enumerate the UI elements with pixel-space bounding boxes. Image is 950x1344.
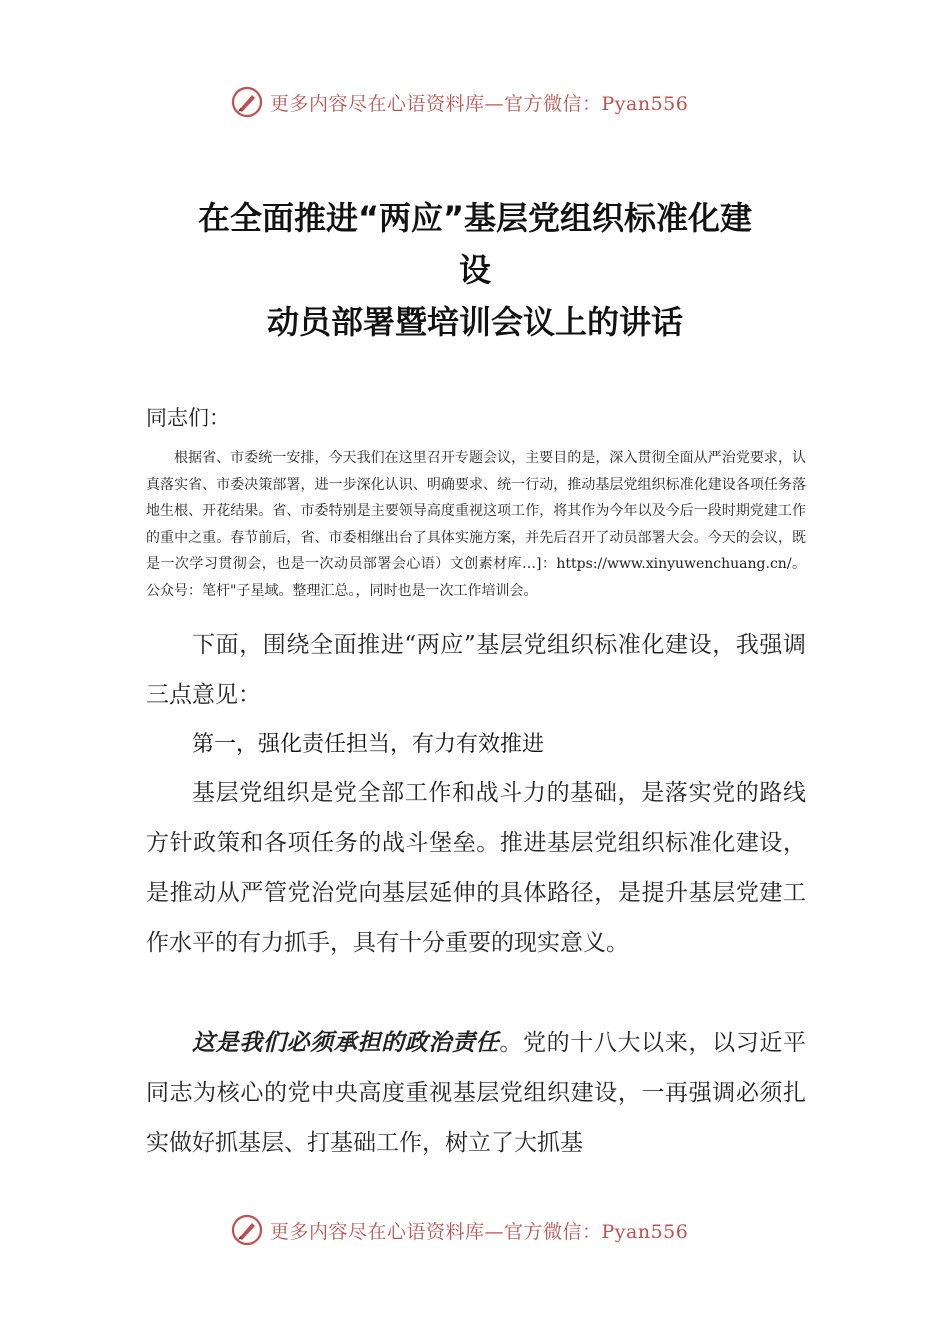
title-line-3: 动员部署暨培训会议上的讲话: [266, 303, 683, 341]
intro-paragraph: 下面，围绕全面推进“两应”基层党组织标准化建设，我强调三点意见：: [146, 632, 806, 708]
pen-circle-icon: [230, 1213, 264, 1247]
section1-paragraph-1: 基层党组织是党全部工作和战斗力的基础，是落实党的路线方针政策和各项任务的战斗堡垒。推进基层党组织标准化建设，是推动从严管党治党向基层延伸的具体路径，是提升基层党建工作水平的有力抓手，具有十分重要的现实意义。: [146, 780, 806, 956]
intro-paragraph-small: 根据省、市委统一安排，今天我们在这里召开专题会议，主要目的是，深入贯彻全面从严治党要求，认真落实省、市委决策部署，进一步深化认识、明确要求、统一行动，推动基层党组织标准化建设各项任务落地生根、开花结果。省、市委特别是主要领导高度重视这项工作，将其作为今年以及今后一段时期党建工作的重中之重。春节前后，省、市委相继出台了具体实施方案，并先后召开了动员部署大会。今天的会议，既是一次学习贯彻会，也是一次动员部署会心语）文创素材库…]：https://www.xinyuwenchuang.cn/。公众号：笔杆"子星域。整理汇总。，同时也是一次工作培训会。: [146, 450, 806, 599]
paragraph-rest: 。党的十八大以来，以习近平同志为核心的党中央高度重视基层党组织建设，一再强调必须扎实做好抓基层、打基础工作，树立了大抓基: [146, 1030, 807, 1156]
section-heading-1: 第一，强化责任担当，有力有效推进: [192, 732, 545, 757]
emphasis-lead: 这是我们必须承担的政治责任: [192, 1029, 500, 1056]
title-line-1: 在全面推进“两应”基层党组织标准化建: [197, 199, 753, 237]
pen-circle-icon: [230, 85, 264, 119]
salutation: 同志们：: [146, 406, 230, 430]
footer-watermark: [230, 1210, 750, 1250]
watermark-text: 更多内容尽在心语资料库—官方微信：Pyan556: [270, 1220, 689, 1243]
title-line-2: 设: [458, 251, 491, 289]
section1-paragraph-2: [146, 1018, 806, 1168]
header-watermark: [230, 82, 750, 122]
document-title: [100, 192, 850, 348]
watermark-text: 更多内容尽在心语资料库—官方微信：Pyan556: [270, 92, 689, 115]
